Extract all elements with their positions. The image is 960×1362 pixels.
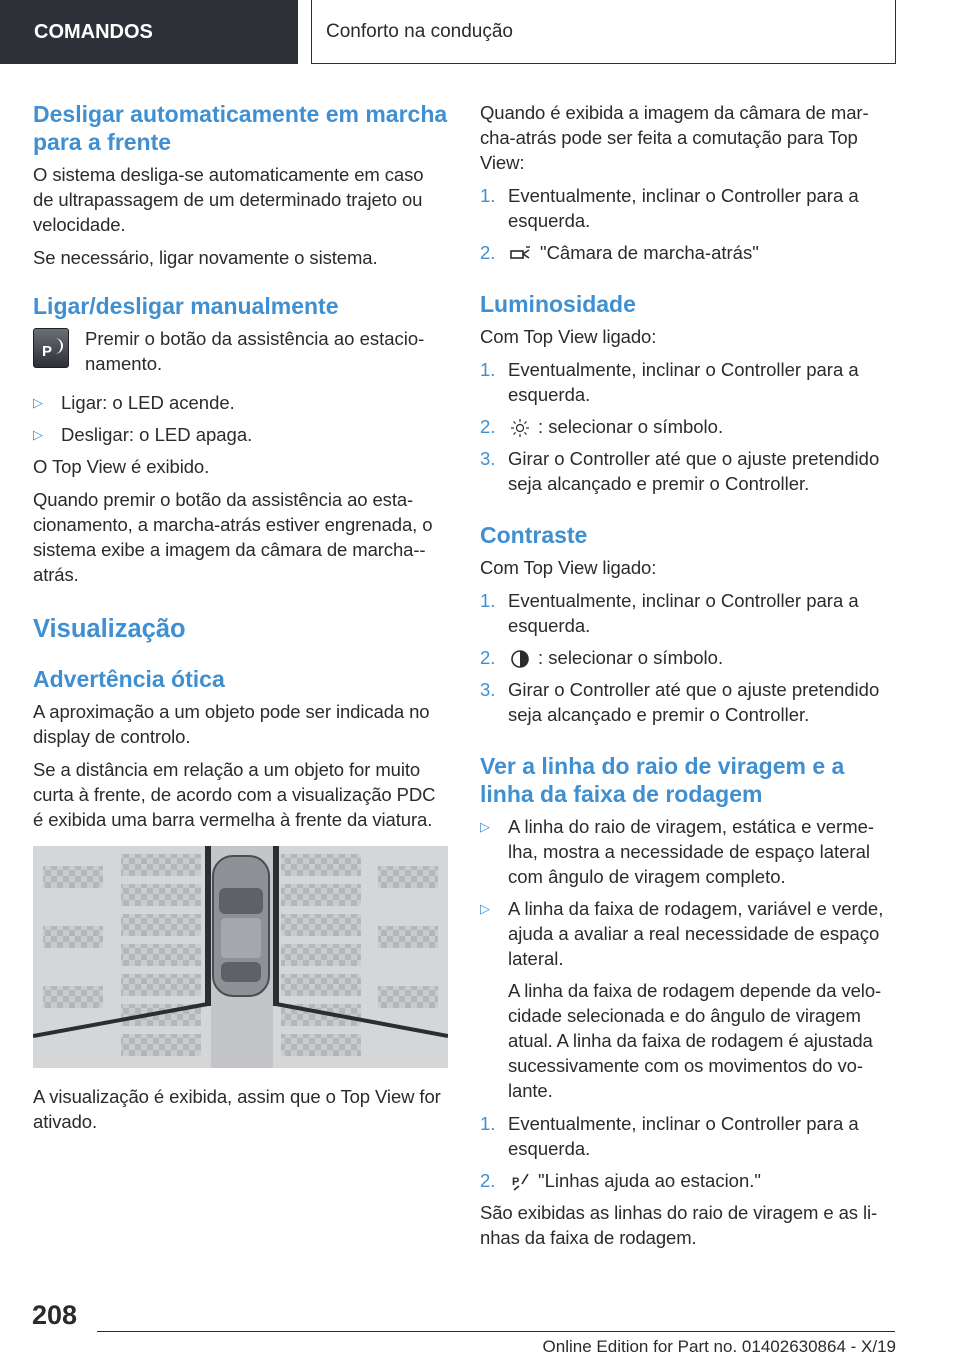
list-item: ▷ Ligar: o LED acende. bbox=[33, 392, 235, 413]
left-column bbox=[33, 100, 448, 1142]
parking-lines-icon[interactable] bbox=[510, 1172, 530, 1192]
list-item: 2. "Câmara de marcha-atrás" bbox=[480, 242, 759, 263]
switch-topview-intro: Quando é exibida a imagem da câmara de mar‐cha-atrás pode ser feita a comutação para Top View: bbox=[480, 102, 869, 173]
parking-assist-button-icon: P bbox=[33, 328, 69, 368]
topview-shown-text: O Top View é exibido. bbox=[33, 456, 210, 477]
lines-note: A linha da faixa de rodagem depende da velo‐cidade selecionada e do ângulo de viragem atual. A linha da faixa de rodagem é ajustada sucessivamente com os movimentos do vo‐lante. bbox=[508, 980, 882, 1101]
pdc-button-instruction bbox=[33, 326, 448, 378]
manual-heading: Ligar/desligar manualmente bbox=[33, 293, 339, 319]
triangle-bullet-icon: ▷ bbox=[33, 427, 43, 442]
list-item: ▷ Desligar: o LED apaga. bbox=[33, 424, 253, 445]
brightness-sun-icon[interactable] bbox=[510, 418, 530, 438]
optical-warning-p1: A aproximação a um objeto pode ser indicada no display de controlo. bbox=[33, 701, 430, 747]
section-tab bbox=[0, 0, 298, 64]
list-item: ▷ A linha do raio de viragem, estática e verme‐lha, mostra a necessidade de espaço lateral com ângulo de viragem completo. bbox=[480, 816, 875, 887]
reverse-camera-icon[interactable] bbox=[510, 245, 532, 263]
list-item: ▷ A linha da faixa de rodagem, variável e verde, ajuda a avaliar a real necessidade de espaço lateral. bbox=[480, 898, 884, 969]
lines-final-text: São exibidas as linhas do raio de viragem e as li‐nhas da faixa de rodagem. bbox=[480, 1202, 878, 1248]
chapter-tab bbox=[311, 0, 896, 64]
chapter-title: Conforto na condução bbox=[326, 20, 513, 42]
pdc-button-text: Premir o botão da assistência ao estacio‐namento. bbox=[85, 328, 425, 374]
edition-footer: Online Edition for Part no. 01402630864 - X/19 bbox=[542, 1337, 896, 1356]
contrast-intro: Com Top View ligado: bbox=[480, 557, 657, 578]
list-item: 2. : selecionar o símbolo. bbox=[480, 416, 724, 437]
list-item: 1. Eventualmente, inclinar o Controller para a esquerda. bbox=[480, 590, 859, 636]
lines-heading: Ver a linha do raio de viragem e a linha da faixa de rodagem bbox=[480, 753, 845, 807]
list-item: 3. Girar o Controller até que o ajuste pretendido seja alcançado e premir o Controller. bbox=[480, 679, 880, 725]
auto-off-paragraph: O sistema desliga-se automaticamente em caso de ultrapassagem de um determinado trajeto ou velocidade. bbox=[33, 164, 424, 235]
svg-text:P: P bbox=[512, 1176, 520, 1189]
figure-caption: A visualização é exibida, assim que o Top View for ativado. bbox=[33, 1086, 441, 1132]
contrast-icon[interactable] bbox=[510, 649, 530, 669]
auto-off-note: Se necessário, ligar novamente o sistema. bbox=[33, 247, 378, 268]
optical-warning-p2: Se a distância em relação a um objeto for muito curta à frente, de acordo com a visualização PDC é exibida uma barra vermelha à frente da viatura. bbox=[33, 759, 436, 830]
right-column bbox=[480, 100, 900, 1258]
contrast-heading: Contraste bbox=[480, 522, 588, 548]
brightness-heading: Luminosidade bbox=[480, 291, 636, 317]
list-item: 1. Eventualmente, inclinar o Controller para a esquerda. bbox=[480, 1113, 859, 1159]
list-item: 2. P "Linhas ajuda ao estacion." bbox=[480, 1170, 761, 1191]
footer-divider bbox=[97, 1331, 895, 1332]
list-item: 1. Eventualmente, inclinar o Controller para a esquerda. bbox=[480, 359, 859, 405]
list-item: 1. Eventualmente, inclinar o Controller para a esquerda. bbox=[480, 185, 859, 231]
list-item: 3. Girar o Controller até que o ajuste pretendido seja alcançado e premir o Controller. bbox=[480, 448, 880, 494]
brightness-intro: Com Top View ligado: bbox=[480, 326, 657, 347]
car-top-view bbox=[213, 856, 269, 996]
triangle-bullet-icon: ▷ bbox=[480, 901, 490, 916]
optical-warning-heading: Advertência ótica bbox=[33, 666, 225, 692]
list-item: 2. : selecionar o símbolo. bbox=[480, 647, 724, 668]
triangle-bullet-icon: ▷ bbox=[33, 395, 43, 410]
page-number: 208 bbox=[32, 1300, 78, 1330]
topview-figure bbox=[33, 846, 448, 1068]
triangle-bullet-icon: ▷ bbox=[480, 819, 490, 834]
section-title: COMANDOS bbox=[34, 20, 153, 43]
visualization-heading: Visualização bbox=[33, 615, 186, 643]
auto-off-heading: Desligar automaticamente em marcha para a frente bbox=[33, 101, 448, 155]
reverse-camera-text: Quando premir o botão da assistência ao esta‐cionamento, a marcha-atrás estiver engrenada, o sistema exibe a imagem da câmara de marcha-‐atrás. bbox=[33, 489, 433, 585]
